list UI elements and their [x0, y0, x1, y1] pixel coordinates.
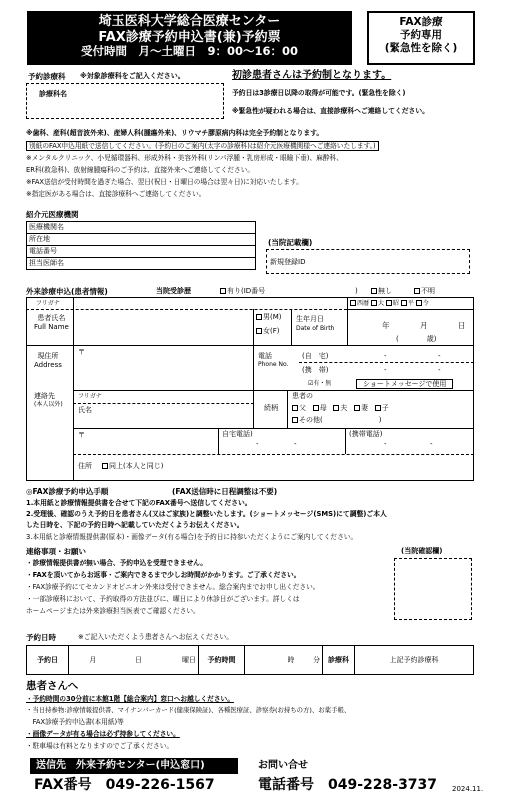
- referrer-row[interactable]: 担当医師名: [27, 258, 256, 270]
- contact-name: 氏名: [78, 406, 92, 414]
- reception-hours: 受付時間 月～土曜日 9：00～16：00: [80, 44, 298, 59]
- notice-1: ※歯科、産科(超音波外来)、産婦人科(腫瘍外来)、リウマチ膠原病内科は完全予約制となります。: [26, 129, 324, 137]
- postal-mark: 〒: [78, 348, 85, 356]
- procedure-title: ◎FAX診療予約申込手順: [26, 487, 109, 496]
- visited-label: 当院受診歴: [156, 287, 191, 295]
- address-label: 現住所 Address: [34, 352, 62, 370]
- referrer-row[interactable]: 医療機関名: [27, 222, 256, 234]
- contact-postal: 〒: [78, 431, 85, 439]
- relation-label: 続柄: [264, 404, 278, 412]
- appointment-label: 予約日時: [26, 633, 56, 642]
- department-label: 診療科名: [39, 90, 67, 98]
- contact-note-5: ホームページまたは外来診療担当医表でご確認ください。: [26, 607, 200, 615]
- dob-year: 年: [382, 321, 390, 330]
- notice-4: ER科(救急科)、放射線腫瘍科のご予約は、直接外来へご連絡してください。: [26, 166, 255, 174]
- visited-no[interactable]: 無し: [371, 287, 392, 295]
- appt-time-label: 予約時間: [199, 646, 245, 675]
- fax-box-line1: FAX診療: [399, 16, 443, 28]
- contact-mobile-phone: (携帯電話): [349, 430, 383, 438]
- sex-male[interactable]: 男(M): [256, 313, 282, 321]
- inquiry-label: お問い合せ: [258, 760, 308, 771]
- fax-only-box: [367, 11, 475, 65]
- referrer-row[interactable]: 所在地: [27, 234, 256, 246]
- contact-note-1: ・診療情報提供書が無い場合、予約申込を受理できません。: [26, 559, 207, 567]
- referrer-row[interactable]: 電話番号: [27, 246, 256, 258]
- phone-home: (自 宅): [302, 352, 329, 360]
- visited-yes[interactable]: 有り(ID番号: [220, 287, 265, 295]
- fax-box-line3: (緊急性を除く): [384, 42, 458, 55]
- phone-mobile: (携 帯): [302, 366, 329, 374]
- patient-section-label: 外来診療申込(患者情報): [26, 287, 108, 296]
- reservation-label: 予約診療科: [28, 72, 66, 81]
- procedure-step-1: 1.本用紙と診療情報提供書を合せて下記のFAX番号へ送信してください。: [26, 499, 252, 507]
- sex-female[interactable]: 女(F): [256, 327, 280, 335]
- sms-label: ショートメッセージで使用: [356, 379, 453, 389]
- appt-dept-value: 上記予約診療科: [355, 646, 474, 675]
- patient-note-2: ・当日持参物:診療情報提供書、マイナンバーカード(健康保険証)、各種医療証、診察券(お持ちの方)、お薬手帳、: [26, 706, 351, 714]
- fax-box-line2: 予約専用: [400, 29, 442, 42]
- first-visit-notice: 初診患者さんは予約制となります。: [232, 70, 392, 81]
- contact-notes-title: 連絡事項・お願い: [26, 547, 86, 556]
- contact-label: 連絡先 (本人以外): [34, 392, 63, 409]
- visited-unknown[interactable]: 不明: [414, 287, 435, 295]
- relation-sub: 患者の: [292, 392, 313, 400]
- era-options[interactable]: 西暦 大 昭 平 令: [350, 300, 429, 307]
- notice-3: ※メンタルクリニック、小児循環器科、形成外科・美容外科(リンパ浮腫・乳房形成・眼瞼下垂)、麻酔科、: [26, 154, 343, 162]
- dob-label: 生年月日 Date of Birth: [296, 315, 335, 332]
- contact-note-4: ・一部診療科において、予約取得の方法並びに、曜日により休診日がございます。詳しくは: [26, 595, 300, 603]
- appointment-note: ※ご記入いただくよう患者さんへお伝えください。: [78, 633, 234, 641]
- contact-home-phone: 自宅電話): [222, 430, 253, 438]
- appt-month[interactable]: 月: [69, 646, 117, 675]
- procedure-step-2b: した日時を、下記の予約日時へ記載していただくようお伝えください。: [26, 521, 244, 529]
- age-field: ( 歳): [396, 335, 437, 343]
- relation-options[interactable]: 父 母 夫 妻 子: [292, 404, 389, 412]
- procedure-step-2: 2.受理後、確認のうえ予約日を患者さん(又はご家族)と調整いたします。(ショートメッセージ(SMS)にて調整)ご本人: [26, 510, 387, 518]
- relation-other[interactable]: その他( ): [292, 416, 381, 424]
- same-as-patient[interactable]: 同上(本人と同じ): [102, 462, 163, 470]
- hospital-check-label: (当院確認欄): [401, 547, 443, 555]
- notice-6: ※指定医がある場合は、直接診療科へご連絡してください。: [26, 190, 206, 198]
- appointment-table: [26, 645, 474, 675]
- title-banner: [27, 11, 352, 65]
- form-title: FAX診療予約申込書(兼)予約票: [98, 29, 281, 45]
- patient-notes-title: 患者さんへ: [26, 680, 79, 692]
- notice-2: 別紙のFAX申込用紙で送信してください。(予約日のご案内(太字の診療科)は紹介元医療機関様へご連絡いたします。): [26, 141, 379, 151]
- contact-furigana: フリガナ: [78, 393, 102, 400]
- revision-date: 2024.11.: [452, 785, 484, 793]
- sms-check[interactable]: ☑有・無: [308, 380, 332, 387]
- urgent-note: ※緊急性が疑われる場合は、直接診療科へご連絡してください。: [232, 107, 429, 115]
- hospital-title: 埼玉医科大学総合医療センター: [98, 14, 281, 29]
- appt-minute[interactable]: 分: [297, 646, 323, 675]
- hospital-record-label: (当院記載欄): [268, 238, 313, 247]
- procedure-note: (FAX送信時に日程調整は不要): [172, 487, 278, 496]
- appt-day[interactable]: 日: [117, 646, 161, 675]
- hospital-check-box: [394, 558, 472, 620]
- contact-note-3: ・FAX診療予約にてセカンドオピニオン外来は受付できません。総合案内までお申し出ください。: [26, 583, 320, 591]
- patient-note-5: ・駐車場は有料となりますのでご了承ください。: [26, 742, 174, 750]
- tel-number: 電話番号 049-228-3737: [258, 777, 438, 793]
- hospital-record-field: [266, 249, 470, 274]
- patient-note-4: ・画像データが有る場合は必ず持参してください。: [26, 730, 180, 738]
- appt-dept-label: 診療科: [323, 646, 355, 675]
- visited-close: ): [355, 287, 358, 295]
- phone-label: 電話 Phone No.: [258, 352, 289, 369]
- fax-number: FAX番号 049-226-1567: [34, 777, 215, 793]
- furigana-label: フリガナ: [36, 300, 60, 307]
- dob-day: 日: [458, 321, 466, 330]
- referrer-label: 紹介元医療機関: [26, 210, 79, 219]
- appt-date-label: 予約日: [27, 646, 69, 675]
- referrer-table: [26, 221, 256, 270]
- appt-weekday[interactable]: 曜日: [161, 646, 199, 675]
- reservation-note: ※対象診療科をご記入ください。: [80, 72, 185, 80]
- patient-note-3: FAX診療予約申込書(本用紙)等: [26, 718, 124, 726]
- patient-name-label: 患者氏名 Full Name: [34, 314, 69, 332]
- reservation-rule: 予約日は3診療日以降の取得が可能です。(緊急性を除く): [232, 89, 406, 97]
- department-field[interactable]: [26, 83, 224, 119]
- contact-address: 住所: [78, 462, 92, 470]
- procedure-step-3: 3.本用紙と診療情報提供書(原本)・画像データ(有る場合)を予約日に持参いただくようにご案内してください。: [26, 533, 358, 541]
- notice-5: ※FAX送信が受付時間を過ぎた場合、翌日(祝日・日曜日の場合は翌々日)に対応いたします。: [26, 178, 303, 186]
- patient-note-1: ・予約時間の30分前に本館1階【総合案内】窓口へお越しください。: [26, 695, 234, 703]
- new-id-label: 新規登録ID: [270, 258, 306, 266]
- reservation-center-banner: 送信先 外来予約センター(申込窓口): [30, 758, 238, 774]
- appt-hour[interactable]: 時: [245, 646, 297, 675]
- dob-month: 月: [420, 321, 428, 330]
- contact-note-2: ・FAXを頂いてからお返事・ご案内できるまで少しお時間がかかります。ご了承ください。: [26, 571, 301, 579]
